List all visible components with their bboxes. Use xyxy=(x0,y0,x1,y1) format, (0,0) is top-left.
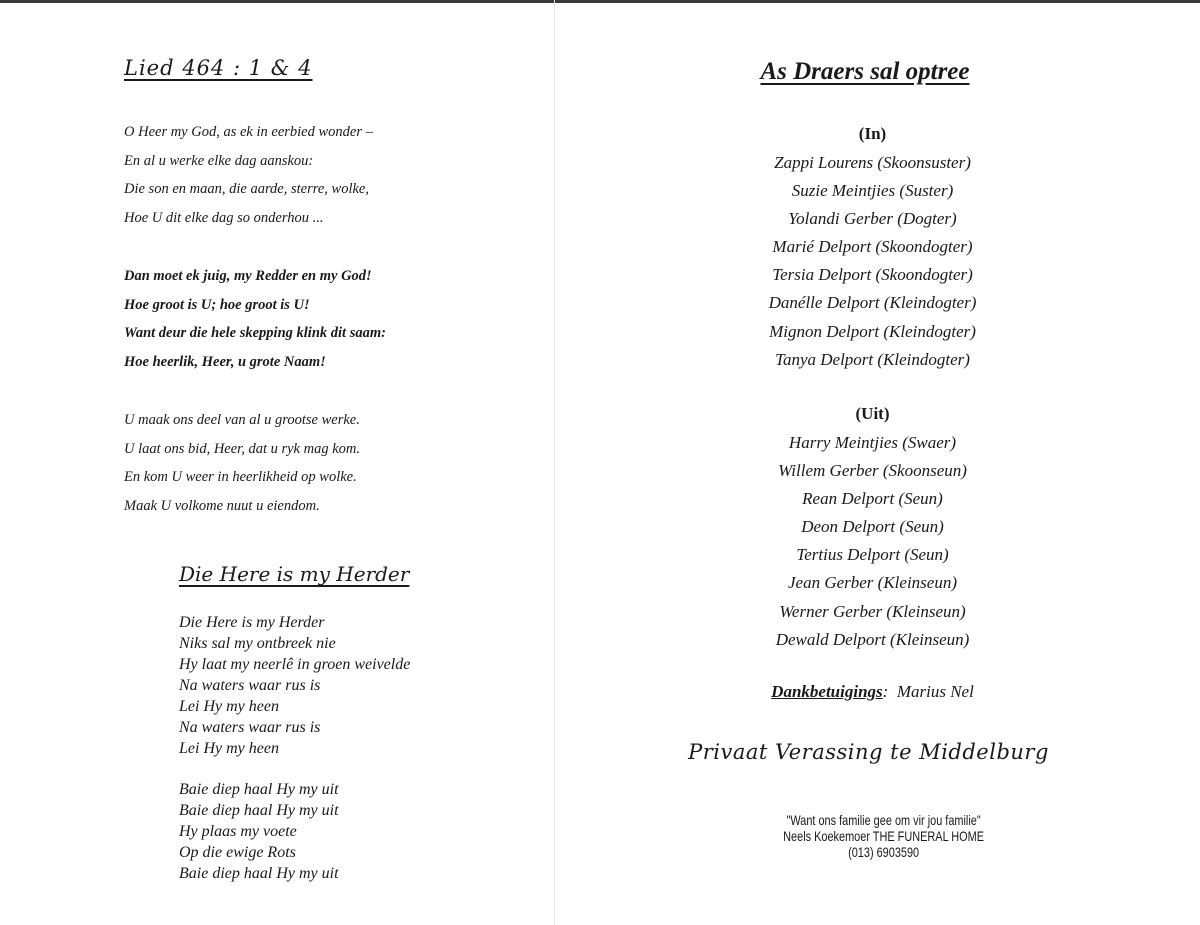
list-item: Mignon Delport (Kleindogter) xyxy=(769,321,976,341)
list-item: Suzie Meintjies (Suster) xyxy=(791,181,954,201)
acknowledgements-colon: : xyxy=(882,682,889,701)
psalm-stanza-2 xyxy=(179,779,339,884)
hymn-line: Die son en maan, die aarde, sterre, wolke, xyxy=(124,181,369,197)
pallbearers-out-heading: (Uit) xyxy=(855,404,890,423)
pallbearers-out-group xyxy=(555,402,1190,654)
funeral-home-phone: (013) 6903590 xyxy=(848,844,920,860)
acknowledgements-label: Dankbetuigings xyxy=(771,682,883,701)
hymn-line: Maak U volkome nuut u eiendom. xyxy=(124,497,320,514)
psalm-title: Die Here is my Herder xyxy=(179,562,410,586)
list-item: Dewald Delport (Kleinseun) xyxy=(775,629,970,649)
hymn-line: Hoe heerlik, Heer, u grote Naam! xyxy=(124,353,326,370)
hymn-line: U maak ons deel van al u grootse werke. xyxy=(124,412,360,428)
psalm-line: Na waters waar rus is xyxy=(179,677,321,694)
list-item: Harry Meintjies (Swaer) xyxy=(788,433,957,452)
psalm-line: Lei Hy my heen xyxy=(179,698,279,715)
hymn-title: Lied 464 : 1 & 4 xyxy=(124,56,313,80)
psalm-line: Na waters waar rus is xyxy=(179,719,321,736)
hymn-line: En kom U weer in heerlikheid op wolke. xyxy=(124,469,357,485)
list-item: Tertius Delport (Seun) xyxy=(796,545,949,565)
psalm-line: Baie diep haal Hy my uit xyxy=(179,865,339,882)
left-page xyxy=(0,0,554,925)
pallbearers-out-list xyxy=(555,429,1190,654)
psalm-line: Baie diep haal Hy my uit xyxy=(179,781,339,798)
psalm-line: Lei Hy my heen xyxy=(179,740,279,757)
list-item: Zappi Lourens (Skoonsuster) xyxy=(774,153,971,172)
hymn-line: Hoe U dit elke dag so onderhou ... xyxy=(124,209,324,226)
pallbearers-in-heading: (In) xyxy=(858,124,887,143)
hymn-verse-4 xyxy=(124,406,360,520)
list-item: Willem Gerber (Skoonseun) xyxy=(778,461,967,481)
hymn-line: U laat ons bid, Heer, dat u ryk mag kom. xyxy=(124,440,361,457)
funeral-home-slogan: "Want ons familie gee om vir jou familie" xyxy=(786,812,981,828)
pallbearers-in-list xyxy=(555,149,1190,374)
right-page xyxy=(555,0,1200,925)
list-item: Yolandi Gerber (Dogter) xyxy=(788,209,957,229)
psalm-line: Die Here is my Herder xyxy=(179,614,325,631)
hymn-line: En al u werke elke dag aanskou: xyxy=(124,152,314,169)
psalm-line: Niks sal my ontbreek nie xyxy=(179,635,336,652)
pallbearers-title: As Draers sal optree xyxy=(760,58,970,85)
psalm-stanza-1 xyxy=(179,612,410,759)
list-item: Rean Delport (Seun) xyxy=(802,489,943,509)
list-item: Tersia Delport (Skoondogter) xyxy=(772,265,973,285)
funeral-home-name: Neels Koekemoer THE FUNERAL HOME xyxy=(783,828,985,844)
psalm-line: Hy laat my neerlê in groen weivelde xyxy=(179,656,411,673)
acknowledgements-name: Marius Nel xyxy=(896,682,974,701)
psalm-line: Baie diep haal Hy my uit xyxy=(179,802,339,819)
psalm-line: Op die ewige Rots xyxy=(179,844,296,861)
list-item: Jean Gerber (Kleinseun) xyxy=(787,573,957,593)
hymn-verse-1 xyxy=(124,118,373,232)
acknowledgements xyxy=(555,682,1190,702)
list-item: Danélle Delport (Kleindogter) xyxy=(768,293,977,313)
crematorium-line: Privaat Verassing te Middelburg xyxy=(688,740,1049,764)
pallbearers-in-group xyxy=(555,122,1190,374)
hymn-line: Dan moet ek juig, my Redder en my God! xyxy=(124,268,372,284)
hymn-line: Hoe groot is U; hoe groot is U! xyxy=(124,296,310,313)
list-item: Tanya Delport (Kleindogter) xyxy=(775,349,970,369)
hymn-chorus xyxy=(124,262,386,376)
hymn-line: Want deur die hele skepping klink dit saam: xyxy=(124,325,386,341)
list-item: Marié Delport (Skoondogter) xyxy=(772,237,973,257)
hymn-line: O Heer my God, as ek in eerbied wonder – xyxy=(124,124,373,140)
list-item: Werner Gerber (Kleinseun) xyxy=(779,601,966,621)
psalm-line: Hy plaas my voete xyxy=(179,823,297,840)
funeral-home-block xyxy=(627,812,1139,860)
list-item: Deon Delport (Seun) xyxy=(801,517,944,537)
